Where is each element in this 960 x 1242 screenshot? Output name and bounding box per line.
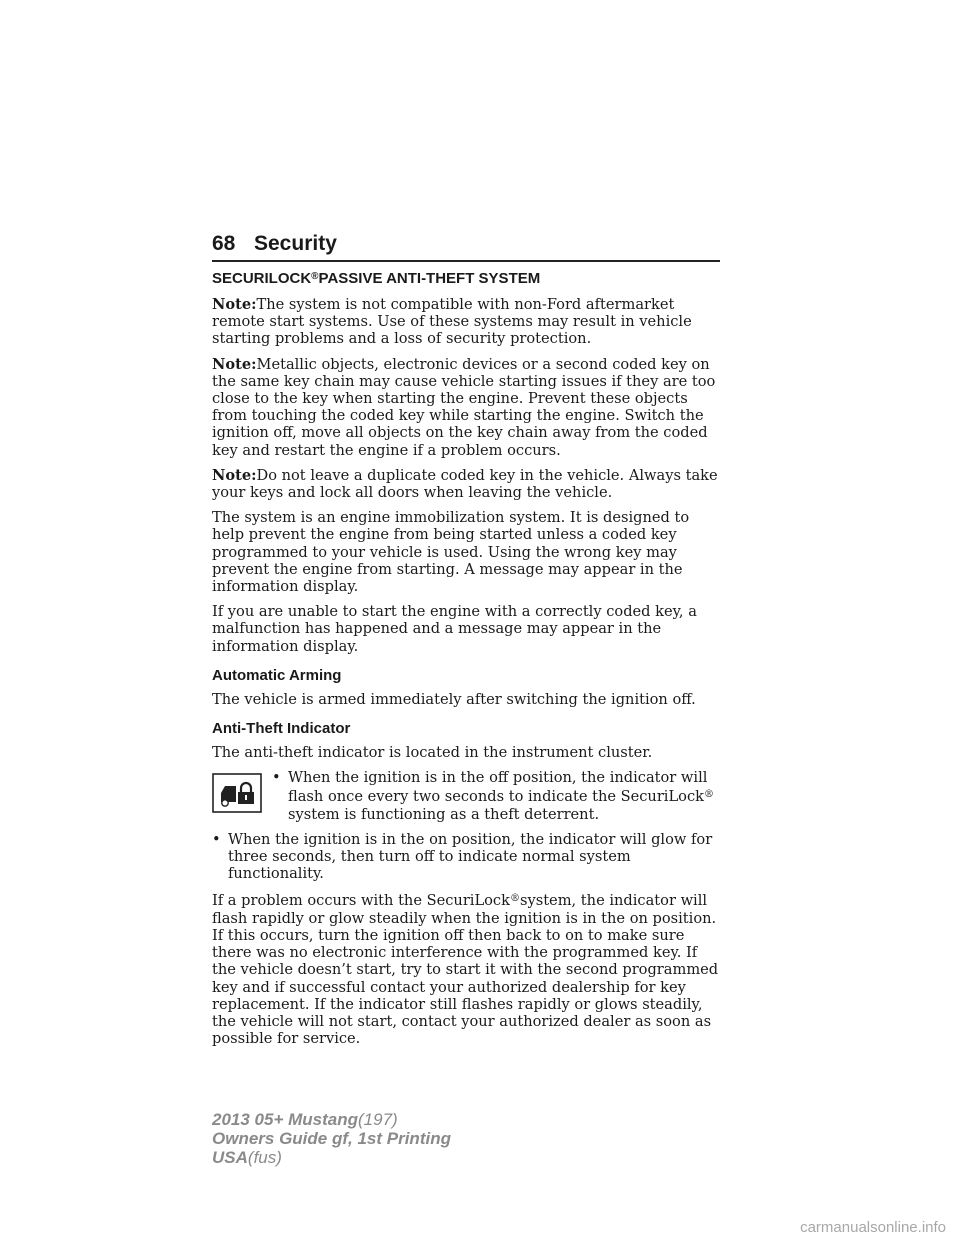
note-3: Note:Do not leave a duplicate coded key in the vehicle. Always take your keys and lock all doors when leaving the vehicle.: [212, 466, 718, 502]
watermark: carmanualsonline.info: [800, 1219, 946, 1236]
note-1: Note:The system is not compatible with non-Ford aftermarket remote start systems. Use of these systems may result in vehicle starting problems and a loss of security protection.: [212, 296, 692, 348]
page-header: [212, 230, 720, 262]
page-number: 68: [212, 232, 236, 255]
section-heading: SECURILOCK®PASSIVE ANTI-THEFT SYSTEM: [212, 270, 541, 287]
note-2: Note:Metallic objects, electronic devices or a second coded key on the same key chain may cause vehicle starting issues if they are too close to the key when starting the engine. Prevent these objects from touching the coded key while starting the engine. Switch the ignition off, move all objects on the key chain away from the coded key and restart the engine if a problem occurs.: [212, 355, 716, 459]
paragraph-malfunction: If you are unable to start the engine with a correctly coded key, a malfunction has happened and a message may appear in the information display.: [212, 603, 697, 655]
anti-theft-lock-car-icon: [212, 773, 262, 813]
anti-theft-indicator-heading: Anti-Theft Indicator: [212, 720, 351, 738]
paragraph-problem: If a problem occurs with the SecuriLock®system, the indicator will flash rapidly or glow steadily when the ignition is in the on position. If this occurs, turn the ignition off then back to on to make sure there was no electronic interference with the programmed key. If the vehicle doesn’t start, try to start it with the second programmed key and if successful contact your authorized dealership for key replacement. If the indicator still flashes rapidly or glows steadily, the vehicle will not start, contact your authorized dealer as soon as possible for service.: [212, 892, 719, 1048]
bullet-on-position: • When the ignition is in the on position, the indicator will glow for three seconds, then turn off to indicate normal system functionality.: [212, 830, 713, 883]
page-content: [212, 268, 720, 1055]
page-footer: 2013 05+ Mustang(197) Owners Guide gf, 1st Printing USA(fus): [212, 1110, 451, 1167]
bullet-off-position: • When the ignition is in the off position, the indicator will flash once every two seconds to indicate the SecuriLock® system is functioning as a theft deterrent.: [272, 769, 714, 823]
automatic-arming-heading: Automatic Arming: [212, 666, 342, 684]
automatic-arming-text: The vehicle is armed immediately after switching the ignition off.: [212, 690, 696, 708]
anti-theft-intro: The anti-theft indicator is located in the instrument cluster.: [212, 744, 653, 762]
indicator-row: [212, 769, 720, 823]
section-title: Security: [254, 232, 337, 255]
paragraph-immobilization: The system is an engine immobilization system. It is designed to help prevent the engine from being started unless a coded key programmed to your vehicle is used. Using the wrong key may prevent the engine from starting. A message may appear in the information display.: [212, 509, 690, 596]
registered-mark: ®: [311, 271, 319, 282]
